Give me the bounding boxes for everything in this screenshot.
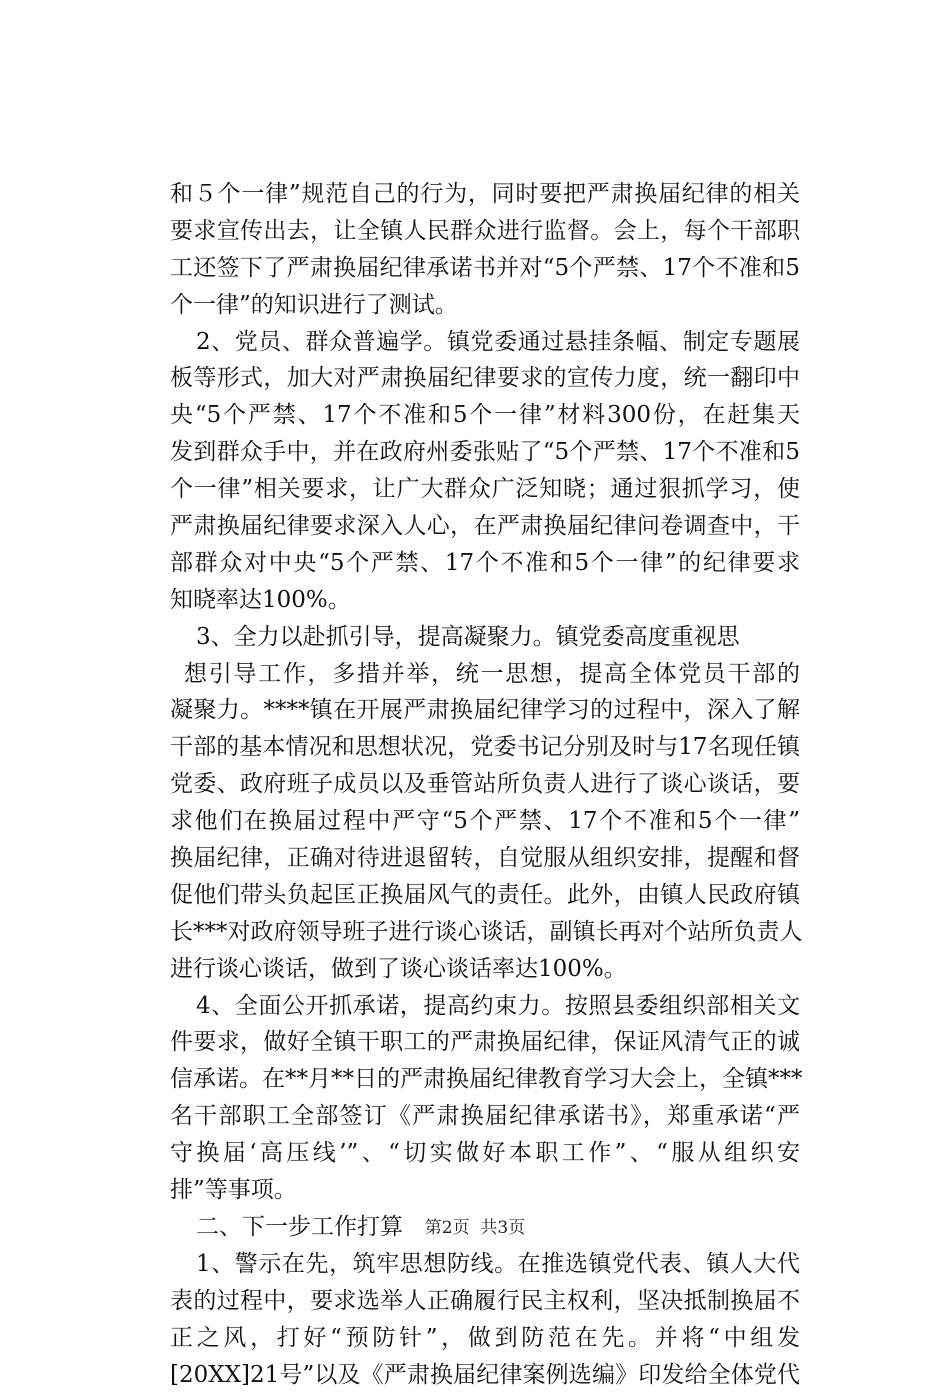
- text-line: 排”等事项。: [170, 1172, 800, 1209]
- text-line: 凝聚力。****镇在开展严肃换届纪律学习的过程中，深入了解: [170, 692, 800, 729]
- document-body: [170, 176, 800, 1393]
- text-line: 板等形式，加大对严肃换届纪律要求的宣传力度，统一翻印中: [170, 360, 800, 397]
- text-line: 守换届‘高压线’”、“切实做好本职工作”、“服从组织安: [170, 1135, 800, 1172]
- text-line: 换届纪律，正确对待进退留转，自觉服从组织安排，提醒和督: [170, 840, 800, 877]
- text-line: 长***对政府领导班子进行谈心谈话，副镇长再对个站所负责人: [170, 914, 800, 951]
- text-line: 要求宣传出去，让全镇人民群众进行监督。会上，每个干部职: [170, 213, 800, 250]
- text-line: 促他们带头负起匡正换届风气的责任。此外，由镇人民政府镇: [170, 877, 800, 914]
- text-line: 央“5个严禁、17个不准和5个一律”材料300份，在赶集天: [170, 397, 800, 434]
- text-line: 个一律”的知识进行了测试。: [170, 287, 800, 324]
- text-line: 部群众对中央“5个严禁、17个不准和5个一律”的纪律要求: [170, 545, 800, 582]
- page-total: 共3页: [480, 1218, 525, 1238]
- page-footer: [0, 1216, 950, 1240]
- text-line: 表的过程中，要求选举人正确履行民主权利，坚决抵制换届不: [170, 1283, 800, 1320]
- text-line: 党委、政府班子成员以及垂管站所负责人进行了谈心谈话，要: [170, 766, 800, 803]
- text-line: 求他们在换届过程中严守“5个严禁、17个不准和5个一律”: [170, 803, 800, 840]
- text-line: 知晓率达100%。: [170, 582, 800, 619]
- text-line: 发到群众手中，并在政府州委张贴了“5个严禁、17个不准和5: [170, 434, 800, 471]
- text-line: [20XX]21号”以及《严肃换届纪律案例选编》印发给全体党代: [170, 1357, 800, 1393]
- text-line: 件要求，做好全镇干职工的严肃换届纪律，保证风清气正的诚: [170, 1024, 800, 1061]
- text-line: 名干部职工全部签订《严肃换届纪律承诺书》，郑重承诺“严: [170, 1098, 800, 1135]
- page-number: 第2页: [425, 1218, 470, 1238]
- text-line: 和５个一律”规范自己的行为，同时要把严肃换届纪律的相关: [170, 176, 800, 213]
- section-heading: 二、下一步工作打算: [170, 1209, 800, 1246]
- paragraph-2-start: 2、党员、群众普遍学。镇党委通过悬挂条幅、制定专题展: [170, 324, 800, 361]
- paragraph-5-start: 1、警示在先，筑牢思想防线。在推选镇党代表、镇人大代: [170, 1246, 800, 1283]
- paragraph-3-start: 3、全力以赴抓引导，提高凝聚力。镇党委高度重视思: [170, 619, 800, 656]
- text-line: 工还签下了严肃换届纪律承诺书并对“5个严禁、17个不准和5: [170, 250, 800, 287]
- text-line: 个一律”相关要求，让广大群众广泛知晓；通过狠抓学习，使: [170, 471, 800, 508]
- text-line: 干部的基本情况和思想状况，党委书记分别及时与17名现任镇: [170, 729, 800, 766]
- text-line: 想引导工作，多措并举，统一思想，提高全体党员干部的: [170, 656, 800, 693]
- text-line: 信承诺。在**月**日的严肃换届纪律教育学习大会上，全镇***: [170, 1061, 800, 1098]
- paragraph-4-start: 4、全面公开抓承诺，提高约束力。按照县委组织部相关文: [170, 988, 800, 1025]
- text-line: 正之风，打好“预防针”，做到防范在先。并将“中组发: [170, 1320, 800, 1357]
- text-line: 进行谈心谈话，做到了谈心谈话率达100%。: [170, 951, 800, 988]
- text-line: 严肃换届纪律要求深入人心，在严肃换届纪律问卷调查中，干: [170, 508, 800, 545]
